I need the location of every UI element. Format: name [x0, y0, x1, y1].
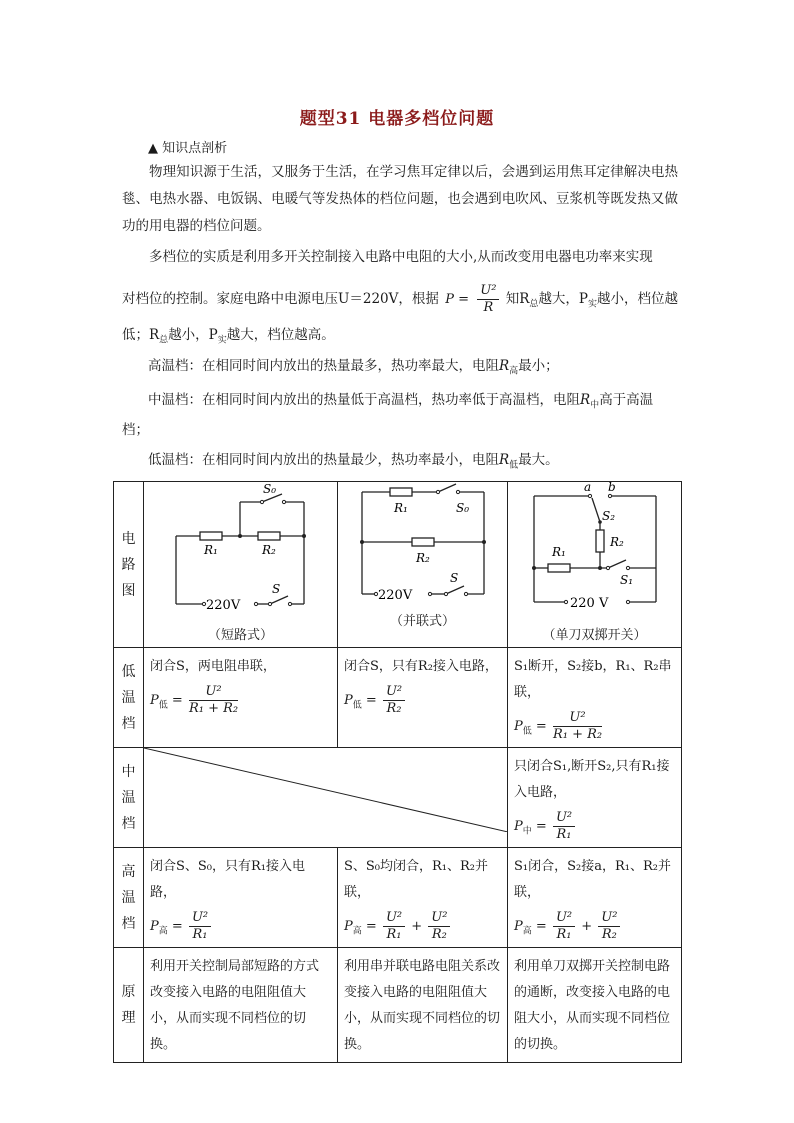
row-mid [114, 748, 682, 848]
high1-formula: $P_高$ = $\frac{\text{U²}}{\text{R₁}}$ [150, 910, 331, 943]
level-mid-desc-cont: 档； [122, 422, 149, 438]
rowhead-low-label: 低温档 [121, 663, 136, 732]
diagonal-line [144, 748, 508, 832]
rowhead-high [114, 848, 144, 948]
low2-text: 闭合S，只有R₂接入电路， [344, 659, 498, 674]
circuit-short-diagram [144, 482, 338, 647]
circuit-spdt-diagram [508, 482, 682, 647]
low1-formula: $P_低$ = $\frac{\text{U²}}{\text{R₁ + R₂}}$ [150, 684, 239, 716]
rowhead-principle-label: 原理 [121, 984, 136, 1026]
label-s: S [272, 582, 281, 596]
label-voltage: 220V [206, 598, 241, 613]
essence-text-c: 越大，P [538, 291, 589, 307]
essence-text-d: 越小，档位越 [597, 291, 679, 307]
label-r1: R₁ [394, 501, 408, 515]
essence-line1: 多档位的实质是利用多开关控制接入电路中电阻的大小,从而改变用电器电功率来实现 [149, 249, 653, 265]
label-s0: S₀ [456, 501, 470, 515]
essence-text-a: 对档位的控制。家庭电路中电源电压U＝220V，根据 [122, 291, 439, 307]
high3-text: S₁闭合，S₂接a，R₁、R₂并联， [514, 859, 671, 900]
rowhead-mid [114, 748, 144, 848]
cell-high-3 [508, 848, 682, 948]
label-r2: R₂ [262, 543, 276, 557]
cell-high-1 [144, 848, 338, 948]
caption-parallel: （并联式） [389, 614, 455, 629]
label-b: b [608, 482, 616, 494]
label-r2: R₂ [416, 551, 430, 565]
low2-formula: $P_低$ = $\frac{\text{U²}}{\text{R₂}}$ [344, 684, 501, 717]
low1-text: 闭合S，两电阻串联， [150, 659, 276, 674]
paragraph-essence [122, 244, 678, 271]
row-principle [114, 948, 682, 1063]
label-s1: S₁ [620, 573, 634, 587]
label-s2: S₂ [602, 509, 616, 523]
rowhead-circuit [114, 482, 144, 648]
cell-principle-2: 利用串并联电路电阻关系改变接入电路的电阻阻值大小，从而实现不同档位的切换。 [338, 948, 508, 1063]
mid3-text: 只闭合S₁,断开S₂,只有R₁接入电路， [514, 759, 670, 800]
circuit-short [144, 482, 338, 648]
power-fraction: $\frac{\text{U²}}{R}$ [477, 283, 499, 316]
high2-formula: $P_高$ = $\frac{\text{U²}}{\text{R₁}}$ + $\frac{\text{U²}}{\text{R₂}}$ [344, 910, 501, 943]
label-r2: R₂ [610, 535, 624, 549]
low3-text: S₁断开，S₂接b，R₁、R₂串联， [514, 659, 672, 700]
rowhead-low [114, 648, 144, 748]
power-formula: P = [445, 291, 469, 307]
label-a: a [584, 482, 592, 494]
label-s0: S₀ [263, 482, 277, 496]
label-s: S [450, 571, 459, 585]
cell-mid-empty [144, 748, 508, 848]
rowhead-mid-label: 中温档 [121, 763, 136, 832]
cell-low-1 [144, 648, 338, 748]
low3-formula: $P_低$ = $\frac{\text{U²}}{\text{R₁ + R₂}}$ [514, 710, 603, 742]
paragraph-intro: 物理知识源于生活，又服务于生活，在学习焦耳定律以后，会遇到运用焦耳定律解决电热毯、电热水器、电饭锅、电暖气等发热体的档位问题，也会遇到电吹风、豆浆机等既发热又做功的用电器的档位问题。 [122, 164, 678, 234]
cell-high-2 [338, 848, 508, 948]
label-r1: R₁ [204, 543, 218, 557]
high2-text: S、S₀均闭合，R₁、R₂并联， [344, 859, 489, 900]
row-high [114, 848, 682, 948]
essence-line2: 对档位的控制。家庭电路中电源电压U＝220V，根据 P = $\frac{\text{U²}}{R}$ 知$R_总$越大，$P_实$越小，档位越 [122, 283, 679, 315]
label-voltage: 220V [378, 588, 413, 603]
row-low [114, 648, 682, 748]
section-heading: ▲ 知识点剖析 [148, 141, 228, 156]
essence-line3: 低；$R_总$越小，$P_实$越大，档位越高。 [122, 327, 335, 346]
rowhead-high-label: 高温档 [121, 863, 136, 932]
rowhead-principle [114, 948, 144, 1063]
page-title: 题型31 电器多档位问题 [299, 109, 495, 129]
level-low-desc: 低温档：在相同时间内放出的热量最少，热功率最小，电阻$R_低$最大。 [148, 452, 559, 471]
high3-formula: $P_高$ = $\frac{\text{U²}}{\text{R₁}}$ + $\frac{\text{U²}}{\text{R₂}}$ [514, 910, 675, 943]
caption-short: （短路式） [207, 628, 273, 643]
label-voltage: 220 V [570, 596, 609, 611]
cell-mid-3 [508, 748, 682, 848]
comparison-table [113, 481, 682, 1063]
caption-spdt: （单刀双掷开关） [542, 628, 647, 643]
level-mid-desc: 中温档：在相同时间内放出的热量低于高温档，热功率低于高温档，电阻$R_中$高于高温 [148, 392, 654, 411]
level-high-desc: 高温档：在相同时间内放出的热量最多，热功率最大，电阻$R_高$最小； [148, 358, 559, 377]
cell-low-3 [508, 648, 682, 748]
circuit-parallel [338, 482, 508, 648]
cell-principle-1: 利用开关控制局部短路的方式改变接入电路的电阻阻值大小，从而实现不同档位的切换。 [144, 948, 338, 1063]
circuit-spdt [508, 482, 682, 648]
high1-text: 闭合S、S₀，只有R₁接入电路， [150, 859, 306, 900]
essence-text-b: 知R [505, 291, 530, 307]
row-circuit [114, 482, 682, 648]
rowhead-circuit-label: 电路图 [121, 530, 136, 599]
label-r1: R₁ [552, 545, 566, 559]
cell-low-2 [338, 648, 508, 748]
cell-principle-3: 利用单刀双掷开关控制电路的通断，改变接入电路的电阻大小，从而实现不同档位的切换。 [508, 948, 682, 1063]
mid3-formula: $P_中$ = $\frac{\text{U²}}{\text{R₁}}$ [514, 810, 675, 843]
